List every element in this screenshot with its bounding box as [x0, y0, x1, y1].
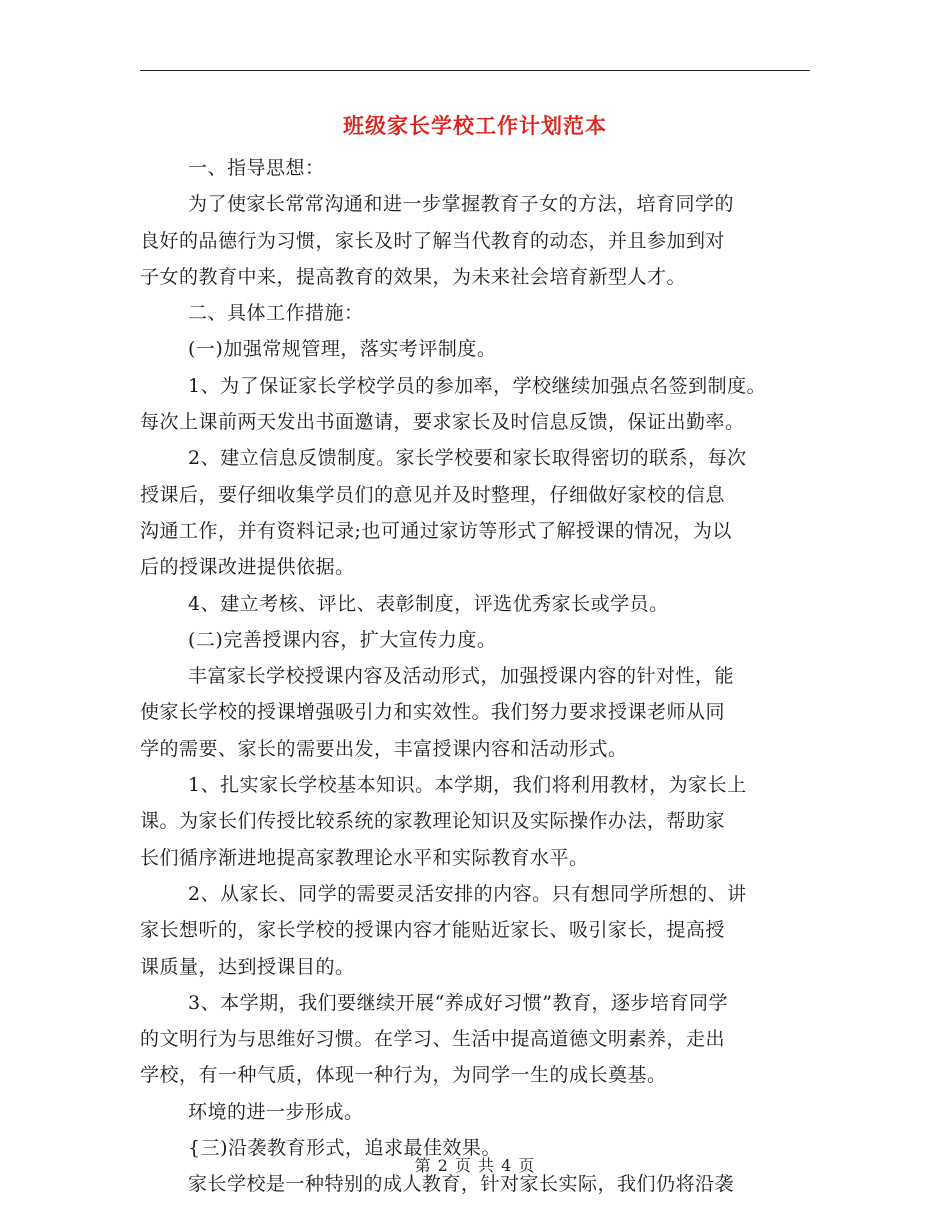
paragraph-line: 后的授课改进提供依据。 — [140, 556, 355, 579]
paragraph-line: 使家长学校的授课增强吸引力和实效性。我们努力要求授课老师从同 — [140, 701, 726, 724]
paragraph-line: 3、本学期，我们要继续开展“养成好习惯”教育，逐步培育同学 — [188, 991, 729, 1014]
document-title: 班级家长学校工作计划范本 — [343, 113, 607, 138]
paragraph-line: 课质量，达到授课目的。 — [140, 955, 355, 978]
paragraph-line: 2、建立信息反馈制度。家长学校要和家长取得密切的联系，每次 — [188, 447, 747, 470]
section-heading: 二、具体工作措施： — [188, 302, 364, 325]
subsection-heading: (二)完善授课内容，扩大宣传力度。 — [188, 628, 497, 651]
paragraph-line: 长们循序渐进地提高家教理论水平和实际教育水平。 — [140, 846, 589, 869]
paragraph-line: 2、从家长、同学的需要灵活安排的内容。只有想同学所想的、讲 — [188, 882, 747, 905]
paragraph-line: 1、为了保证家长学校学员的参加率，学校继续加强点名签到制度。 — [188, 374, 767, 397]
paragraph-line: 学校，有一种气质，体现一种行为，为同学一生的成长奠基。 — [140, 1064, 667, 1087]
subsection-heading: (一)加强常规管理，落实考评制度。 — [188, 338, 497, 361]
paragraph-line: 4、建立考核、评比、表彰制度，评选优秀家长或学员。 — [188, 592, 669, 615]
paragraph-line: 家长学校是一种特别的成人教育，针对家长实际，我们仍将沿袭 — [188, 1173, 735, 1196]
header-rule — [140, 70, 810, 71]
document-body — [140, 150, 812, 1203]
paragraph-line: 良好的品德行为习惯，家长及时了解当代教育的动态，并且参加到对 — [140, 229, 726, 252]
paragraph-line: 沟通工作，并有资料记录;也可通过家访等形式了解授课的情况，为以 — [140, 519, 732, 542]
page-number: 第 2 页 共 4 页 — [414, 1156, 536, 1175]
paragraph-line: 授课后，要仔细收集学员们的意见并及时整理，仔细做好家校的信息 — [140, 483, 726, 506]
paragraph-line: 的文明行为与思维好习惯。在学习、生活中提高道德文明素养，走出 — [140, 1028, 726, 1051]
section-heading: 一、指导思想： — [188, 157, 325, 179]
paragraph-line: 1、扎实家长学校基本知识。本学期，我们将利用教材，为家长上 — [188, 774, 747, 797]
paragraph-line: 为了使家长常常沟通和进一步掌握教育子女的方法，培育同学的 — [188, 193, 735, 216]
paragraph-line: 家长想听的，家长学校的授课内容才能贴近家长、吸引家长，提高授 — [140, 919, 726, 942]
paragraph-line: 课。为家长们传授比较系统的家教理论知识及实际操作办法，帮助家 — [140, 810, 726, 833]
paragraph-line: 每次上课前两天发出书面邀请，要求家长及时信息反馈，保证出勤率。 — [140, 411, 745, 434]
subsection-heading: {三)沿袭教育形式，追求最佳效果。 — [188, 1137, 502, 1160]
paragraph-line: 环境的进一步形成。 — [188, 1100, 364, 1123]
paragraph-line: 子女的教育中来，提高教育的效果，为未来社会培育新型人才。 — [140, 265, 687, 288]
paragraph-line: 丰富家长学校授课内容及活动形式，加强授课内容的针对性，能 — [188, 665, 735, 688]
paragraph-line: 学的需要、家长的需要出发，丰富授课内容和活动形式。 — [140, 737, 628, 760]
